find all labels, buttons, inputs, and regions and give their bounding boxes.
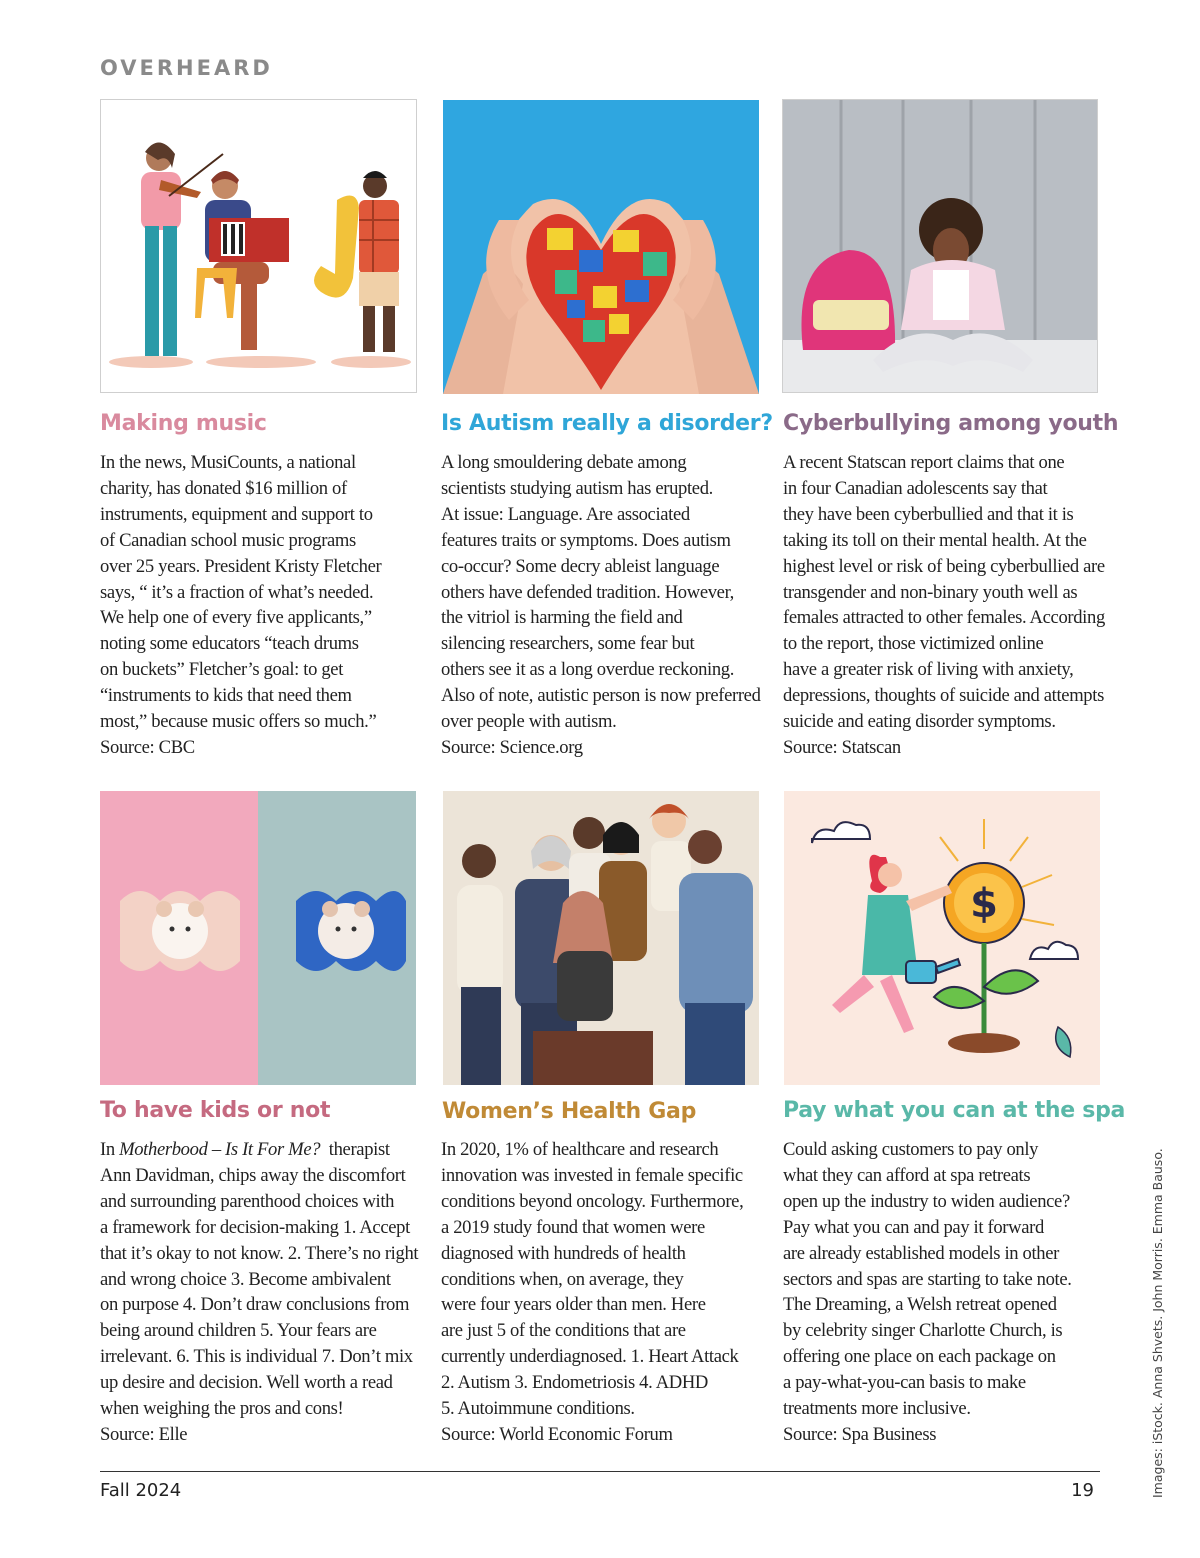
body-line: scientists studying autism has erupted. [441, 477, 713, 499]
body-line: a framework for decision-making 1. Accept [100, 1216, 410, 1238]
body-line: irrelevant. 6. This is individual 7. Don’t mix [100, 1346, 413, 1368]
body-line: are already established models in other [783, 1242, 1059, 1264]
body-line: what they can afford at spa retreats [783, 1164, 1031, 1186]
body-line: Could asking customers to pay only [783, 1139, 1039, 1160]
body-line: In 2020, 1% of healthcare and research [441, 1139, 719, 1160]
article-body-cyberbullying [783, 450, 1113, 761]
body-line: offering one place on each package on [783, 1346, 1056, 1368]
body-line: conditions beyond oncology. Furthermore, [441, 1190, 744, 1212]
body-line: most,” because music offers so much.” [100, 711, 377, 733]
body-line: says, “ it’s a fraction of what’s needed. [100, 581, 374, 603]
headline-making-music: Making music [100, 411, 267, 436]
book-title: Motherbood – Is It For Me? [119, 1139, 321, 1160]
body-line: on purpose 4. Don’t draw conclusions from [100, 1294, 410, 1316]
music-illustration [100, 99, 417, 393]
body-line: a 2019 study found that women were [441, 1216, 705, 1238]
body-line: features traits or symptoms. Does autism [441, 529, 731, 551]
body-line: being around children 5. Your fears are [100, 1320, 377, 1342]
source-line: Source: Science.org [441, 736, 583, 758]
body-line: were four years older than men. Here [441, 1294, 706, 1316]
body-line: diagnosed with hundreds of health [441, 1242, 686, 1264]
body-line: instruments, equipment and support to [100, 503, 373, 525]
footer-divider [100, 1471, 1100, 1472]
article-body-autism [441, 450, 763, 761]
article-body-womens-health [441, 1137, 763, 1448]
body-line: a pay-what-you-can basis to make [783, 1372, 1026, 1394]
body-line: the vitriol is harming the field and [441, 607, 683, 629]
body-line: sectors and spas are starting to take note. [783, 1268, 1072, 1290]
body-line: over 25 years. President Kristy Fletcher [100, 555, 382, 577]
body-line: The Dreaming, a Welsh retreat opened [783, 1294, 1057, 1316]
body-line: females attracted to other females. According [783, 607, 1105, 629]
first-line-rest: therapist [320, 1139, 390, 1160]
image-credits: Images: iStock. Anna Shvets. John Morris. Emma Bauso. [1150, 1148, 1165, 1498]
women-group-photo [443, 791, 759, 1085]
headline-womens-health: Women’s Health Gap [442, 1099, 697, 1124]
source-line: Source: Elle [100, 1423, 188, 1445]
body-line: up desire and decision. Well worth a read [100, 1372, 393, 1394]
body-line: by celebrity singer Charlotte Church, is [783, 1320, 1063, 1342]
article-body-making-music [100, 450, 422, 761]
body-line: others see it as a long overdue reckoning. [441, 659, 735, 681]
body-line: to the report, those victimized online [783, 633, 1044, 655]
body-line: taking its toll on their mental health. At the [783, 529, 1087, 551]
cyberbullying-photo [782, 99, 1098, 393]
body-line: A long smouldering debate among [441, 452, 687, 473]
body-line: on buckets” Fletcher’s goal: to get [100, 659, 344, 681]
body-line: Pay what you can and pay it forward [783, 1216, 1044, 1238]
body-line: highest level or risk of being cyberbullied are [783, 555, 1105, 577]
body-line: they have been cyberbullied and that it is [783, 503, 1074, 525]
body-line: of Canadian school music programs [100, 529, 356, 551]
puzzle-heart-photo [443, 100, 759, 394]
body-line: over people with autism. [441, 711, 617, 733]
book-prefix: In [100, 1139, 120, 1160]
body-line: Also of note, autistic person is now preferred [441, 685, 761, 707]
body-line: Ann Davidman, chips away the discomfort [100, 1164, 406, 1186]
body-line: depressions, thoughts of suicide and attempts [783, 685, 1104, 707]
source-line: Source: Statscan [783, 736, 901, 758]
body-line: and wrong choice 3. Become ambivalent [100, 1268, 391, 1290]
headline-spa: Pay what you can at the spa [783, 1098, 1126, 1123]
body-line: conditions when, on average, they [441, 1268, 684, 1290]
body-line: transgender and non-binary youth well as [783, 581, 1078, 603]
headline-cyberbullying: Cyberbullying among youth [783, 411, 1119, 436]
body-line: “instruments to kids that need them [100, 685, 352, 707]
body-line: others have defended tradition. However, [441, 581, 734, 603]
money-plant-illustration [784, 791, 1100, 1085]
source-line: Source: CBC [100, 736, 195, 758]
body-line: suicide and eating disorder symptoms. [783, 711, 1056, 733]
body-line: silencing researchers, some fear but [441, 633, 695, 655]
body-line: 2. Autism 3. Endometriosis 4. ADHD [441, 1372, 709, 1394]
article-body-spa [783, 1137, 1105, 1448]
body-line: when weighing the pros and cons! [100, 1398, 344, 1420]
article-body-kids [100, 1137, 422, 1448]
body-line: At issue: Language. Are associated [441, 503, 690, 525]
body-line: in four Canadian adolescents say that [783, 477, 1048, 499]
issue-label: Fall 2024 [100, 1480, 182, 1501]
pacifiers-photo [100, 791, 416, 1085]
body-line: 5. Autoimmune conditions. [441, 1398, 635, 1420]
page-number: 19 [1071, 1480, 1094, 1501]
headline-autism: Is Autism really a disorder? [441, 411, 773, 436]
body-line: In the news, MusiCounts, a national [100, 452, 356, 473]
section-label: OVERHEARD [100, 56, 273, 80]
body-line: open up the industry to widen audience? [783, 1190, 1070, 1212]
body-line: that it’s okay to not know. 2. There’s no right [100, 1242, 419, 1264]
body-line: and surrounding parenthood choices with [100, 1190, 395, 1212]
source-line: Source: World Economic Forum [441, 1423, 673, 1445]
body-line: co-occur? Some decry ableist language [441, 555, 720, 577]
body-line: currently underdiagnosed. 1. Heart Attack [441, 1346, 739, 1368]
body-line: are just 5 of the conditions that are [441, 1320, 686, 1342]
body-line-first [100, 1137, 422, 1163]
body-line: A recent Statscan report claims that one [783, 452, 1065, 473]
body-line: We help one of every five applicants,” [100, 607, 372, 629]
svg-text:$: $ [970, 881, 998, 927]
body-line: treatments more inclusive. [783, 1398, 971, 1420]
body-line: have a greater risk of living with anxiety, [783, 659, 1074, 681]
source-line: Source: Spa Business [783, 1423, 937, 1445]
body-line: charity, has donated $16 million of [100, 477, 347, 499]
body-line: noting some educators “teach drums [100, 633, 359, 655]
body-line: innovation was invested in female specific [441, 1164, 743, 1186]
headline-kids: To have kids or not [100, 1098, 331, 1123]
